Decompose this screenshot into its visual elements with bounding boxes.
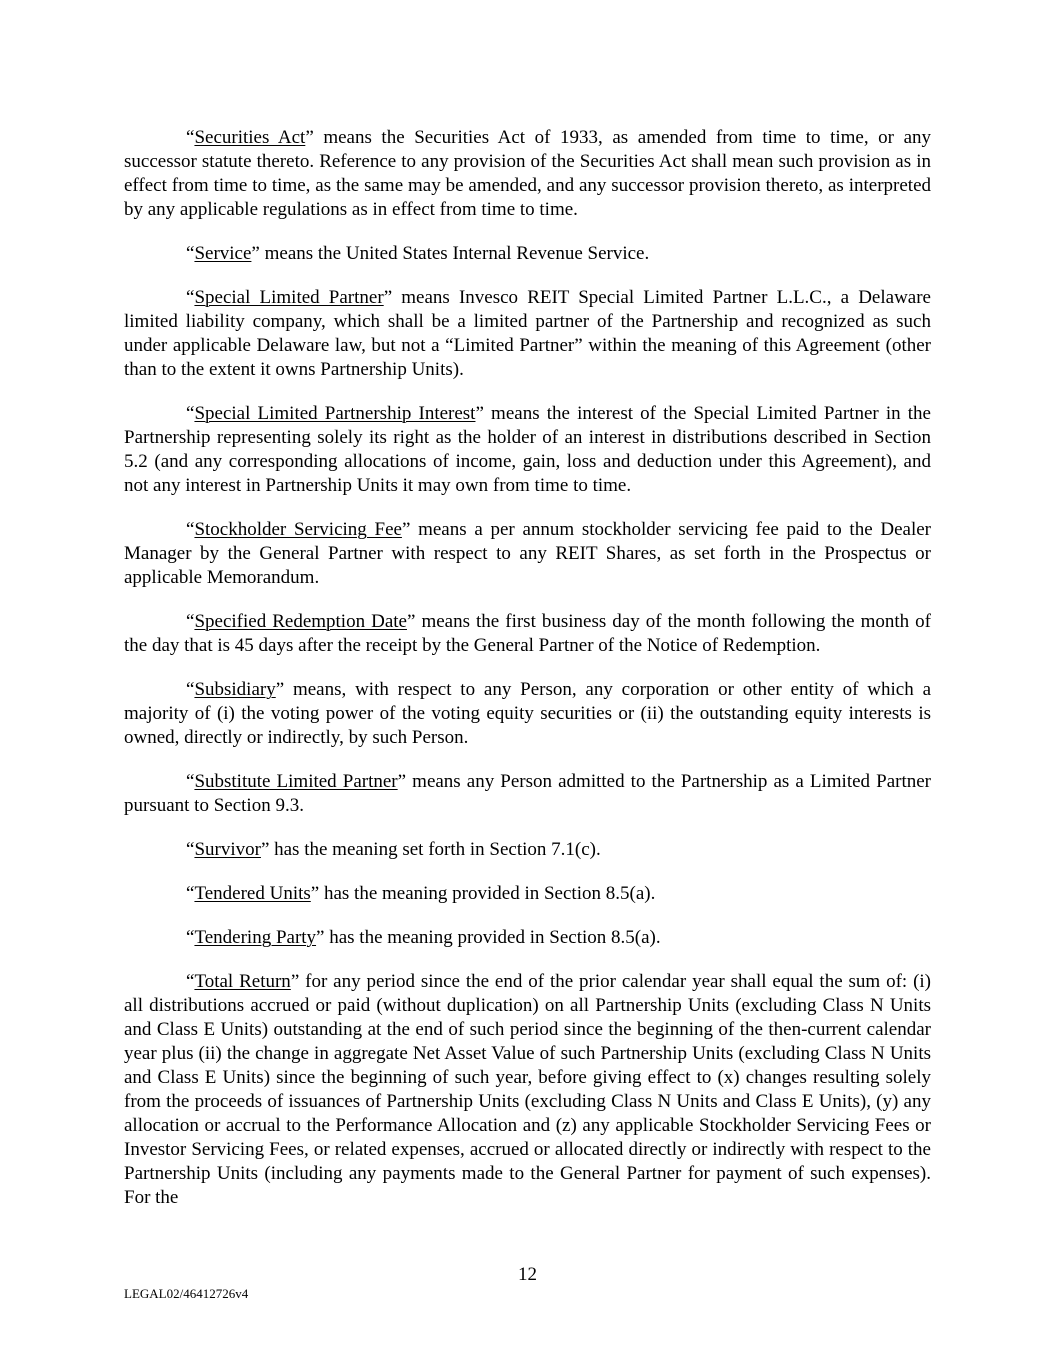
open-quote: “	[186, 883, 195, 904]
definition-text: ” means the United States Internal Revenue Service.	[251, 243, 650, 264]
definition-text: ” means the Securities Act of 1933, as amended from time to time, or any successor statute thereto. Reference to any provision of the Securities Act shall mean such provision as in effect from time to time, as the same may be amended, and any successor provision thereto, as interpreted by any applicable regulations as in effect from time to time.	[124, 127, 931, 220]
definition-total-return	[124, 970, 931, 1210]
defined-term: Subsidiary	[194, 679, 276, 700]
open-quote: “	[186, 243, 195, 264]
open-quote: “	[186, 771, 195, 792]
definition-special-limited-partnership-interest	[124, 402, 931, 498]
open-quote: “	[186, 927, 195, 948]
defined-term: Tendering Party	[194, 927, 317, 948]
definition-securities-act	[124, 126, 931, 222]
definition-tendering-party	[124, 926, 931, 950]
definition-tendered-units	[124, 882, 931, 906]
open-quote: “	[186, 839, 195, 860]
defined-term: Service	[194, 243, 252, 264]
definition-text: ” means any Person admitted to the Partnership as a Limited Partner pursuant to Section 9.3.	[124, 771, 931, 816]
open-quote: “	[186, 971, 195, 992]
definition-text: ” has the meaning provided in Section 8.5(a).	[310, 883, 656, 904]
open-quote: “	[186, 287, 195, 308]
defined-term: Total Return	[194, 971, 291, 992]
defined-term: Special Limited Partnership Interest	[194, 403, 476, 424]
defined-term: Stockholder Servicing Fee	[194, 519, 402, 540]
definition-text: ” for any period since the end of the prior calendar year shall equal the sum of: (i) all distributions accrued or paid (without duplication) on all Partnership Units (excluding Class N Units and Class E Units) outstanding at the end of such period since the beginning of the then-current calendar year plus (ii) the change in aggregate Net Asset Value of such Partnership Units (excluding Class N Units and Class E Units) since the beginning of such year, before giving effect to (x) changes resulting solely from the proceeds of issuances of Partnership Units (excluding Class N Units and Class E Units), (y) any allocation or accrual to the Performance Allocation and (z) any applicable Stockholder Servicing Fees or Investor Servicing Fees, or related expenses, accrued or allocated directly or indirectly with respect to the Partnership Units (including any payments made to the General Partner for payment of such expenses). For the	[124, 971, 932, 1208]
definition-subsidiary	[124, 678, 931, 750]
open-quote: “	[186, 403, 195, 424]
open-quote: “	[186, 611, 195, 632]
definition-specified-redemption-date	[124, 610, 931, 658]
document-body	[124, 126, 931, 1230]
definition-survivor	[124, 838, 931, 862]
definition-text: ” means the first business day of the month following the month of the day that is 45 days after the receipt by the General Partner of the Notice of Redemption.	[124, 611, 931, 656]
open-quote: “	[186, 519, 195, 540]
definition-text: ” has the meaning provided in Section 8.5(a).	[316, 927, 661, 948]
definition-stockholder-servicing-fee	[124, 518, 931, 590]
defined-term: Special Limited Partner	[194, 287, 384, 308]
page-number: 12	[518, 1264, 537, 1285]
definition-text: ” means, with respect to any Person, any corporation or other entity of which a majority of (i) the voting power of the voting equity securities or (ii) the outstanding equity interests is owned, directly or indirectly, by such Person.	[124, 679, 931, 748]
defined-term: Securities Act	[194, 127, 306, 148]
definition-service	[124, 242, 931, 266]
definition-text: ” means a per annum stockholder servicing fee paid to the Dealer Manager by the General Partner with respect to any REIT Shares, as set forth in the Prospectus or applicable Memorandum.	[124, 519, 931, 588]
open-quote: “	[186, 127, 195, 148]
defined-term: Tendered Units	[194, 883, 311, 904]
definition-text: ” has the meaning set forth in Section 7.1(c).	[260, 839, 601, 860]
definition-substitute-limited-partner	[124, 770, 931, 818]
definition-text: ” means Invesco REIT Special Limited Partner L.L.C., a Delaware limited liability company, which shall be a limited partner of the Partnership and recognized as such under applicable Delaware law, but not a “Limited Partner” within the meaning of this Agreement (other than to the extent it owns Partnership Units).	[124, 287, 931, 380]
defined-term: Specified Redemption Date	[194, 611, 407, 632]
defined-term: Substitute Limited Partner	[194, 771, 398, 792]
definition-text: ” means the interest of the Special Limited Partner in the Partnership representing solely its right as the holder of an interest in distributions described in Section 5.2 (and any corresponding allocations of income, gain, loss and deduction under this Agreement), and not any interest in Partnership Units it may own from time to time.	[124, 403, 931, 496]
document-reference: LEGAL02/46412726v4	[124, 1286, 249, 1301]
open-quote: “	[186, 679, 195, 700]
defined-term: Survivor	[194, 839, 261, 860]
definition-special-limited-partner	[124, 286, 931, 382]
